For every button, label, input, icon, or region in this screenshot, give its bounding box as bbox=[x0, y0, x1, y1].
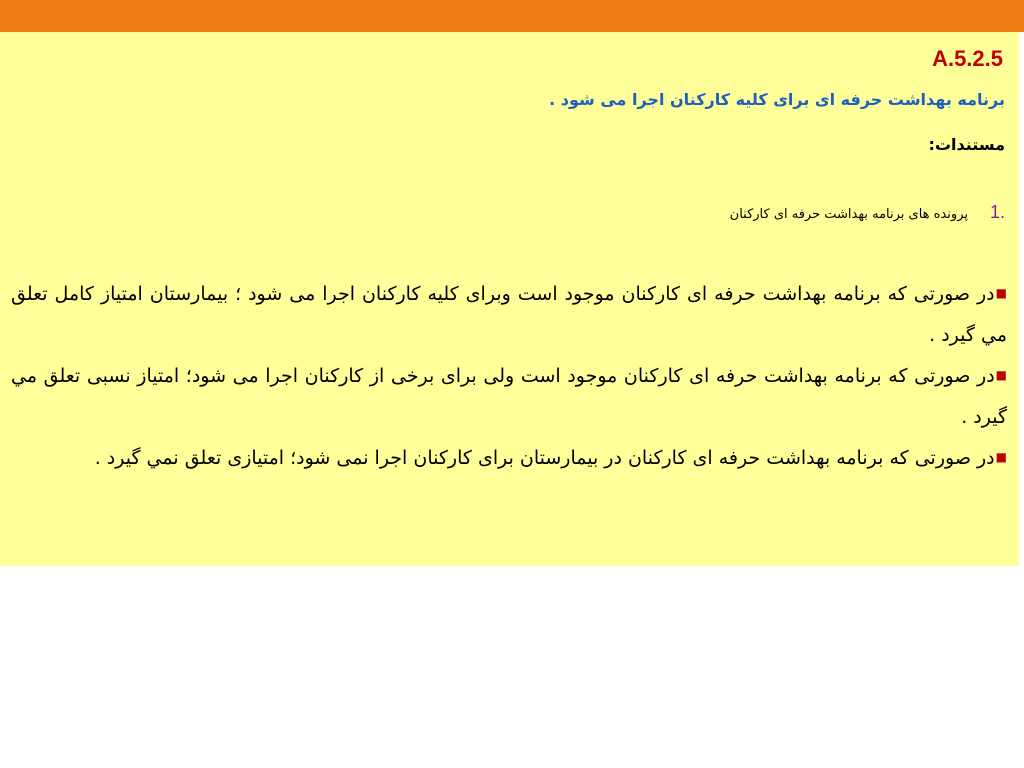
section-code: A.5.2.5 bbox=[932, 46, 1003, 71]
slide-content-box bbox=[0, 32, 1019, 566]
square-bullet-icon: ■ bbox=[995, 286, 1007, 300]
right-edge-strip bbox=[1019, 32, 1024, 566]
square-bullet-icon: ■ bbox=[995, 368, 1007, 382]
criterion-partial-score bbox=[11, 355, 1007, 437]
square-bullet-icon: ■ bbox=[995, 450, 1007, 464]
scoring-criteria bbox=[11, 273, 1007, 479]
document-item-text: پرونده های برنامه بهداشت حرفه ای کارکنان bbox=[729, 207, 968, 222]
criterion-text: در صورتی که برنامه بهداشت حرفه ای کارکنان موجود است ولی برای برخی از کارکنان اجرا می شود؛ امتیاز نسبی تعلق مي گيرد . bbox=[11, 365, 1007, 428]
criterion-text: در صورتی که برنامه بهداشت حرفه ای کارکنان در بیمارستان برای کارکنان اجرا نمی شود؛ امتیازی تعلق نمي گيرد . bbox=[94, 447, 995, 469]
criterion-text: در صورتی که برنامه بهداشت حرفه ای کارکنان موجود است وبرای کلیه کارکنان اجرا می شود ؛ بیمارستان امتیاز کامل تعلق مي گيرد . bbox=[11, 283, 1007, 346]
criterion-full-score bbox=[11, 273, 1007, 355]
document-list-item bbox=[730, 200, 1005, 227]
standard-title: برنامه بهداشت حرفه ای برای کلیه کارکنان اجرا می شود . bbox=[549, 90, 1005, 109]
top-accent-bar bbox=[0, 0, 1024, 32]
document-item-number: 1. bbox=[989, 202, 1005, 222]
criterion-no-score bbox=[11, 437, 1007, 479]
documents-heading: مستندات: bbox=[928, 135, 1005, 154]
